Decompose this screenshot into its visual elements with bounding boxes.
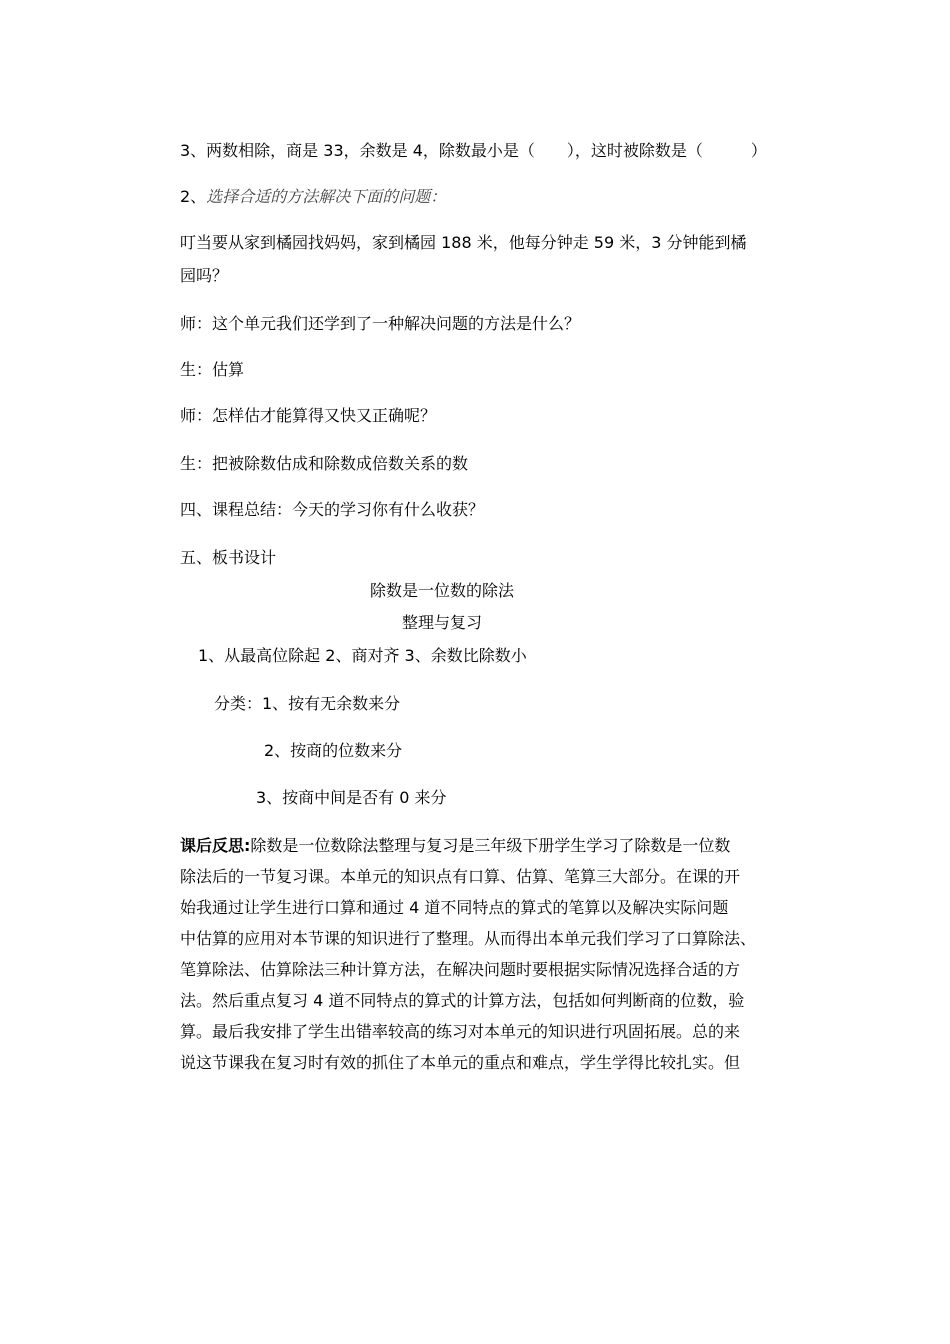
dialogue-teacher-2: 师：怎样估才能算得又快又正确呢？ — [180, 406, 437, 425]
reflection-line-5: 笔算除法、估算除法三种计算方法，在解决问题时要根据实际情况选择合适的方 — [180, 960, 741, 979]
word-problem-line-1: 叮当要从家到橘园找妈妈，家到橘园 188 米，他每分钟走 59 米，3 分钟能到橘 — [180, 233, 747, 252]
board-subtitle: 整理与复习 — [401, 613, 482, 632]
dialogue-teacher-1: 师：这个单元我们还学到了一种解决问题的方法是什么？ — [180, 314, 581, 333]
board-classification-2: 2、按商的位数来分 — [264, 741, 403, 760]
board-classification-1: 分类：1、按有无余数来分 — [214, 694, 401, 713]
reflection-text-1: 除数是一位数除法整理与复习是三年级下册学生学习了除数是一位数 — [250, 836, 731, 855]
reflection-line-2: 除法后的一节复习课。本单元的知识点有口算、估算、笔算三大部分。在课的开 — [180, 867, 741, 886]
reflection-line-8: 说这节课我在复习时有效的抓住了本单元的重点和难点，学生学得比较扎实。但 — [180, 1053, 741, 1072]
board-rules: 1、从最高位除起 2、商对齐 3、余数比除数小 — [198, 646, 527, 665]
section-2-title: 选择合适的方法解决下面的问题： — [206, 187, 447, 206]
section-2-prefix: 2、 — [180, 187, 207, 206]
board-title: 除数是一位数的除法 — [369, 581, 514, 600]
reflection-paragraph — [180, 830, 780, 1078]
reflection-line-4: 中估算的应用对本节课的知识进行了整理。从而得出本单元我们学习了口算除法、 — [180, 929, 757, 948]
dialogue-student-1: 生：估算 — [180, 360, 245, 379]
reflection-line-7: 算。最后我安排了学生出错率较高的练习对本单元的知识进行巩固拓展。总的来 — [180, 1022, 741, 1041]
board-classification-3: 3、按商中间是否有 0 来分 — [256, 788, 447, 807]
reflection-line-1 — [180, 830, 780, 861]
problem-3: 3、两数相除，商是 33，余数是 4，除数最小是（ ），这时被除数是（ ） — [180, 141, 767, 160]
reflection-line-6: 法。然后重点复习 4 道不同特点的算式的计算方法，包括如何判断商的位数，验 — [180, 991, 745, 1010]
word-problem-line-2: 园吗？ — [180, 266, 229, 285]
board-design-heading: 五、板书设计 — [180, 548, 277, 567]
reflection-line-3: 始我通过让学生进行口算和通过 4 道不同特点的算式的笔算以及解决实际问题 — [180, 898, 729, 917]
reflection-label: 课后反思: — [180, 836, 251, 855]
lesson-summary: 四、课程总结：今天的学习你有什么收获？ — [180, 500, 485, 519]
dialogue-student-2: 生：把被除数估成和除数成倍数关系的数 — [180, 454, 469, 473]
section-2-heading — [180, 187, 446, 207]
